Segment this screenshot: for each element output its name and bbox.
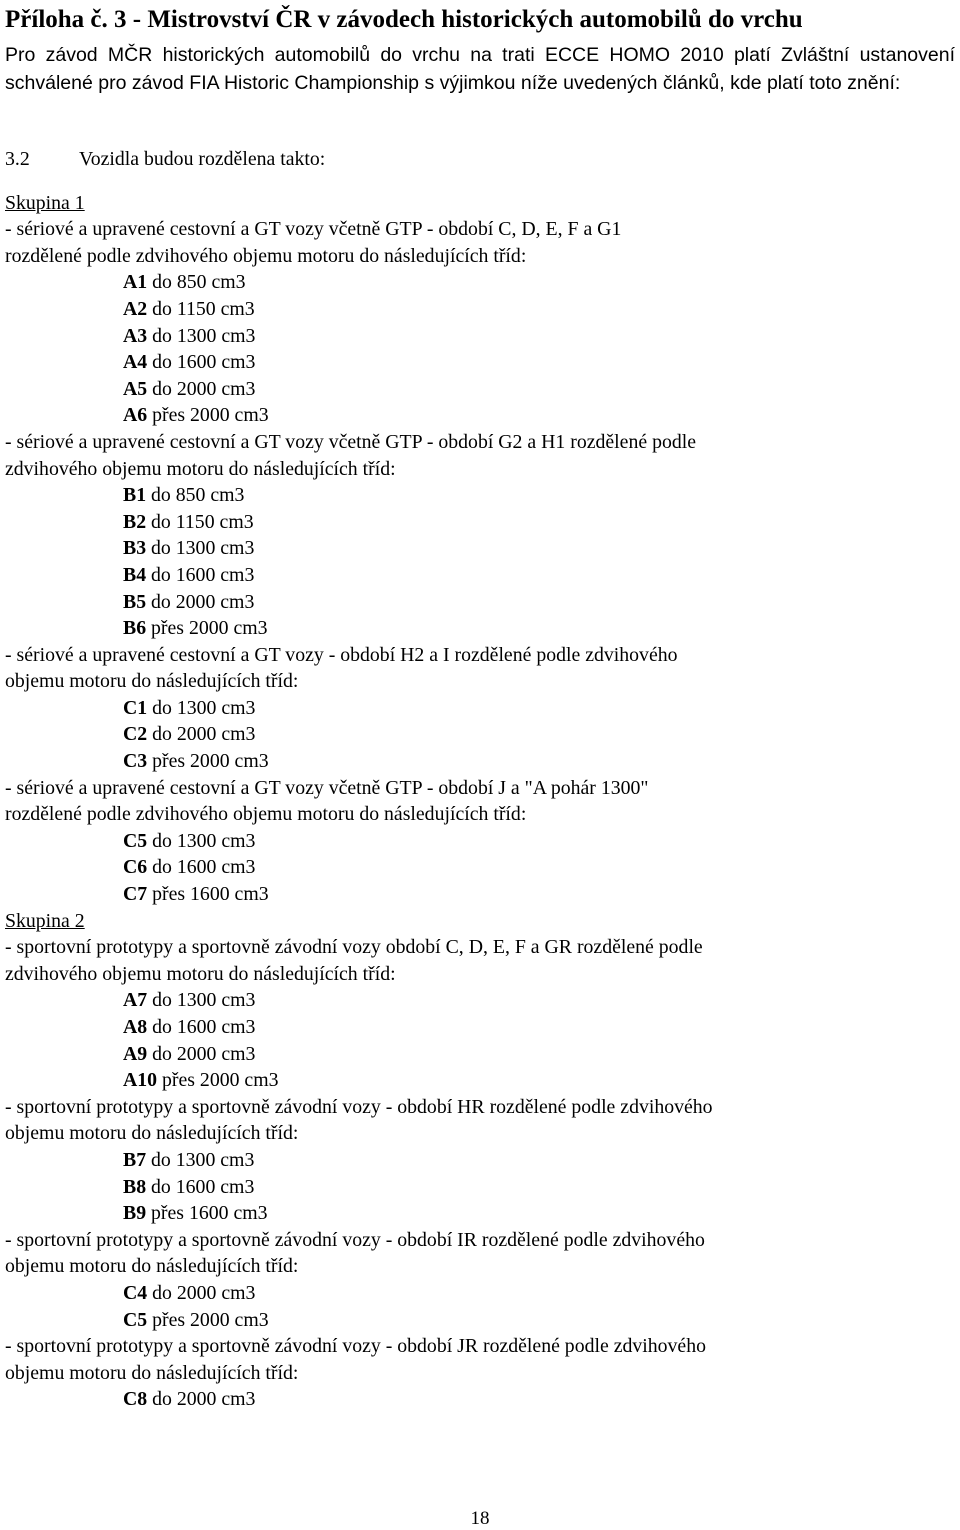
class-code: A6 xyxy=(123,404,148,427)
class-capacity: do 2000 cm3 xyxy=(146,590,255,613)
section-heading xyxy=(5,146,955,173)
class-item xyxy=(5,1386,955,1413)
class-item xyxy=(5,1147,955,1174)
class-item xyxy=(5,1041,955,1068)
class-capacity: do 1300 cm3 xyxy=(147,829,256,852)
class-capacity: do 1300 cm3 xyxy=(147,696,256,719)
class-item xyxy=(5,748,955,775)
group-title: Skupina 1 xyxy=(5,191,85,214)
class-item xyxy=(5,854,955,881)
class-code: B8 xyxy=(123,1175,147,1198)
class-code: B4 xyxy=(123,563,147,586)
category-description: - sériové a upravené cestovní a GT vozy včetně GTP - období C, D, E, F a G1 xyxy=(5,218,622,241)
class-capacity: do 2000 cm3 xyxy=(147,1281,256,1304)
class-item xyxy=(5,881,955,908)
page-title: Příloha č. 3 - Mistrovství ČR v závodech historických automobilů do vrchu xyxy=(5,6,803,33)
category-description: objemu motoru do následujících tříd: xyxy=(5,670,299,693)
category-description: objemu motoru do následujících tříd: xyxy=(5,1122,299,1145)
class-code: B3 xyxy=(123,537,147,560)
classification-content xyxy=(5,146,955,1413)
page-number: 18 xyxy=(470,1508,490,1529)
groups-container xyxy=(5,190,955,1413)
class-capacity: přes 2000 cm3 xyxy=(146,617,268,640)
section-spacer xyxy=(5,173,955,190)
class-item xyxy=(5,269,955,296)
category-description: - sportovní prototypy a sportovně závodní vozy - období JR rozdělené podle zdvihového xyxy=(5,1335,706,1358)
class-capacity: do 850 cm3 xyxy=(146,484,245,507)
class-capacity: přes 1600 cm3 xyxy=(147,883,269,906)
class-code: B9 xyxy=(123,1202,147,1225)
category-description: objemu motoru do následujících tříd: xyxy=(5,1361,299,1384)
class-code: C5 xyxy=(123,1308,148,1331)
category-description: - sportovní prototypy a sportovně závodní vozy - období IR rozdělené podle zdvihového xyxy=(5,1228,705,1251)
class-item xyxy=(5,296,955,323)
class-code: C5 xyxy=(123,829,148,852)
section-text: Vozidla budou rozdělena takto: xyxy=(79,148,326,170)
class-capacity: do 1300 cm3 xyxy=(147,989,256,1012)
class-item xyxy=(5,1067,955,1094)
class-capacity: do 2000 cm3 xyxy=(147,1042,256,1065)
class-item xyxy=(5,323,955,350)
category-description: rozdělené podle zdvihového objemu motoru do následujících tříd: xyxy=(5,803,527,826)
class-item xyxy=(5,589,955,616)
class-item xyxy=(5,1200,955,1227)
category-description: - sportovní prototypy a sportovně závodní vozy období C, D, E, F a GR rozdělené podle xyxy=(5,936,703,959)
class-code: A3 xyxy=(123,324,148,347)
category-description: zdvihového objemu motoru do následujících tříd: xyxy=(5,457,396,480)
group-heading xyxy=(5,908,955,935)
class-code: B6 xyxy=(123,617,147,640)
category-description: rozdělené podle zdvihového objemu motoru do následujících tříd: xyxy=(5,244,527,267)
class-item xyxy=(5,1280,955,1307)
category-description: - sportovní prototypy a sportovně závodní vozy - období HR rozdělené podle zdvihového xyxy=(5,1095,713,1118)
group-heading xyxy=(5,190,955,217)
class-capacity: do 1150 cm3 xyxy=(146,510,254,533)
class-code: A1 xyxy=(123,271,148,294)
class-item xyxy=(5,695,955,722)
class-capacity: do 1300 cm3 xyxy=(146,537,255,560)
class-code: B5 xyxy=(123,590,147,613)
category-description: zdvihového objemu motoru do následujících tříd: xyxy=(5,962,396,985)
class-code: C8 xyxy=(123,1388,148,1411)
class-code: A9 xyxy=(123,1042,148,1065)
class-item xyxy=(5,376,955,403)
section-number: 3.2 xyxy=(5,148,30,170)
class-item xyxy=(5,1307,955,1334)
class-item xyxy=(5,402,955,429)
class-capacity: přes 2000 cm3 xyxy=(147,1308,269,1331)
class-code: A8 xyxy=(123,1016,148,1038)
class-item xyxy=(5,1174,955,1201)
class-item xyxy=(5,562,955,589)
class-item xyxy=(5,1014,955,1041)
class-code: B2 xyxy=(123,510,147,533)
class-capacity: do 2000 cm3 xyxy=(147,377,256,400)
group-title: Skupina 2 xyxy=(5,909,85,932)
class-capacity: přes 1600 cm3 xyxy=(146,1202,268,1225)
class-code: A5 xyxy=(123,377,148,400)
class-capacity: přes 2000 cm3 xyxy=(147,404,269,427)
class-capacity: do 850 cm3 xyxy=(147,271,246,294)
class-item xyxy=(5,482,955,509)
class-item xyxy=(5,987,955,1014)
class-capacity: přes 2000 cm3 xyxy=(157,1069,279,1092)
class-item xyxy=(5,535,955,562)
class-capacity: do 2000 cm3 xyxy=(147,723,256,746)
class-code: A2 xyxy=(123,297,148,320)
class-code: B7 xyxy=(123,1148,147,1171)
class-code: B1 xyxy=(123,484,147,507)
class-code: C1 xyxy=(123,696,148,719)
class-code: A4 xyxy=(123,351,148,374)
class-capacity: do 1300 cm3 xyxy=(147,324,256,347)
class-code: C7 xyxy=(123,883,148,906)
category-description: - sériové a upravené cestovní a GT vozy včetně GTP - období J a "A pohár 1300" xyxy=(5,776,649,799)
category-description: - sériové a upravené cestovní a GT vozy - období H2 a I rozdělené podle zdvihového xyxy=(5,643,678,666)
class-capacity: do 1600 cm3 xyxy=(146,1175,255,1198)
class-item xyxy=(5,509,955,536)
class-capacity: do 1150 cm3 xyxy=(147,297,255,320)
class-item xyxy=(5,721,955,748)
class-capacity: do 2000 cm3 xyxy=(147,1388,256,1411)
class-capacity: do 1600 cm3 xyxy=(147,856,256,879)
class-code: A7 xyxy=(123,989,148,1012)
class-capacity: přes 2000 cm3 xyxy=(147,750,269,773)
class-code: A10 xyxy=(123,1069,158,1092)
class-code: C2 xyxy=(123,723,148,746)
class-capacity: do 1600 cm3 xyxy=(147,1016,256,1038)
class-item xyxy=(5,828,955,855)
class-item xyxy=(5,615,955,642)
class-item xyxy=(5,349,955,376)
class-code: C3 xyxy=(123,750,148,773)
class-code: C6 xyxy=(123,856,148,879)
class-code: C4 xyxy=(123,1281,148,1304)
category-description: - sériové a upravené cestovní a GT vozy včetně GTP - období G2 a H1 rozdělené podle xyxy=(5,430,697,453)
intro-paragraph: Pro závod MČR historických automobilů do vrchu na trati ECCE HOMO 2010 platí Zvláštní ustanovení schválené pro závod FIA Historic Championship s výjimkou níže uvedených článků, kde platí toto znění: xyxy=(5,44,955,94)
class-capacity: do 1300 cm3 xyxy=(146,1148,255,1171)
class-capacity: do 1600 cm3 xyxy=(146,563,255,586)
category-description: objemu motoru do následujících tříd: xyxy=(5,1255,299,1278)
class-capacity: do 1600 cm3 xyxy=(147,351,256,374)
